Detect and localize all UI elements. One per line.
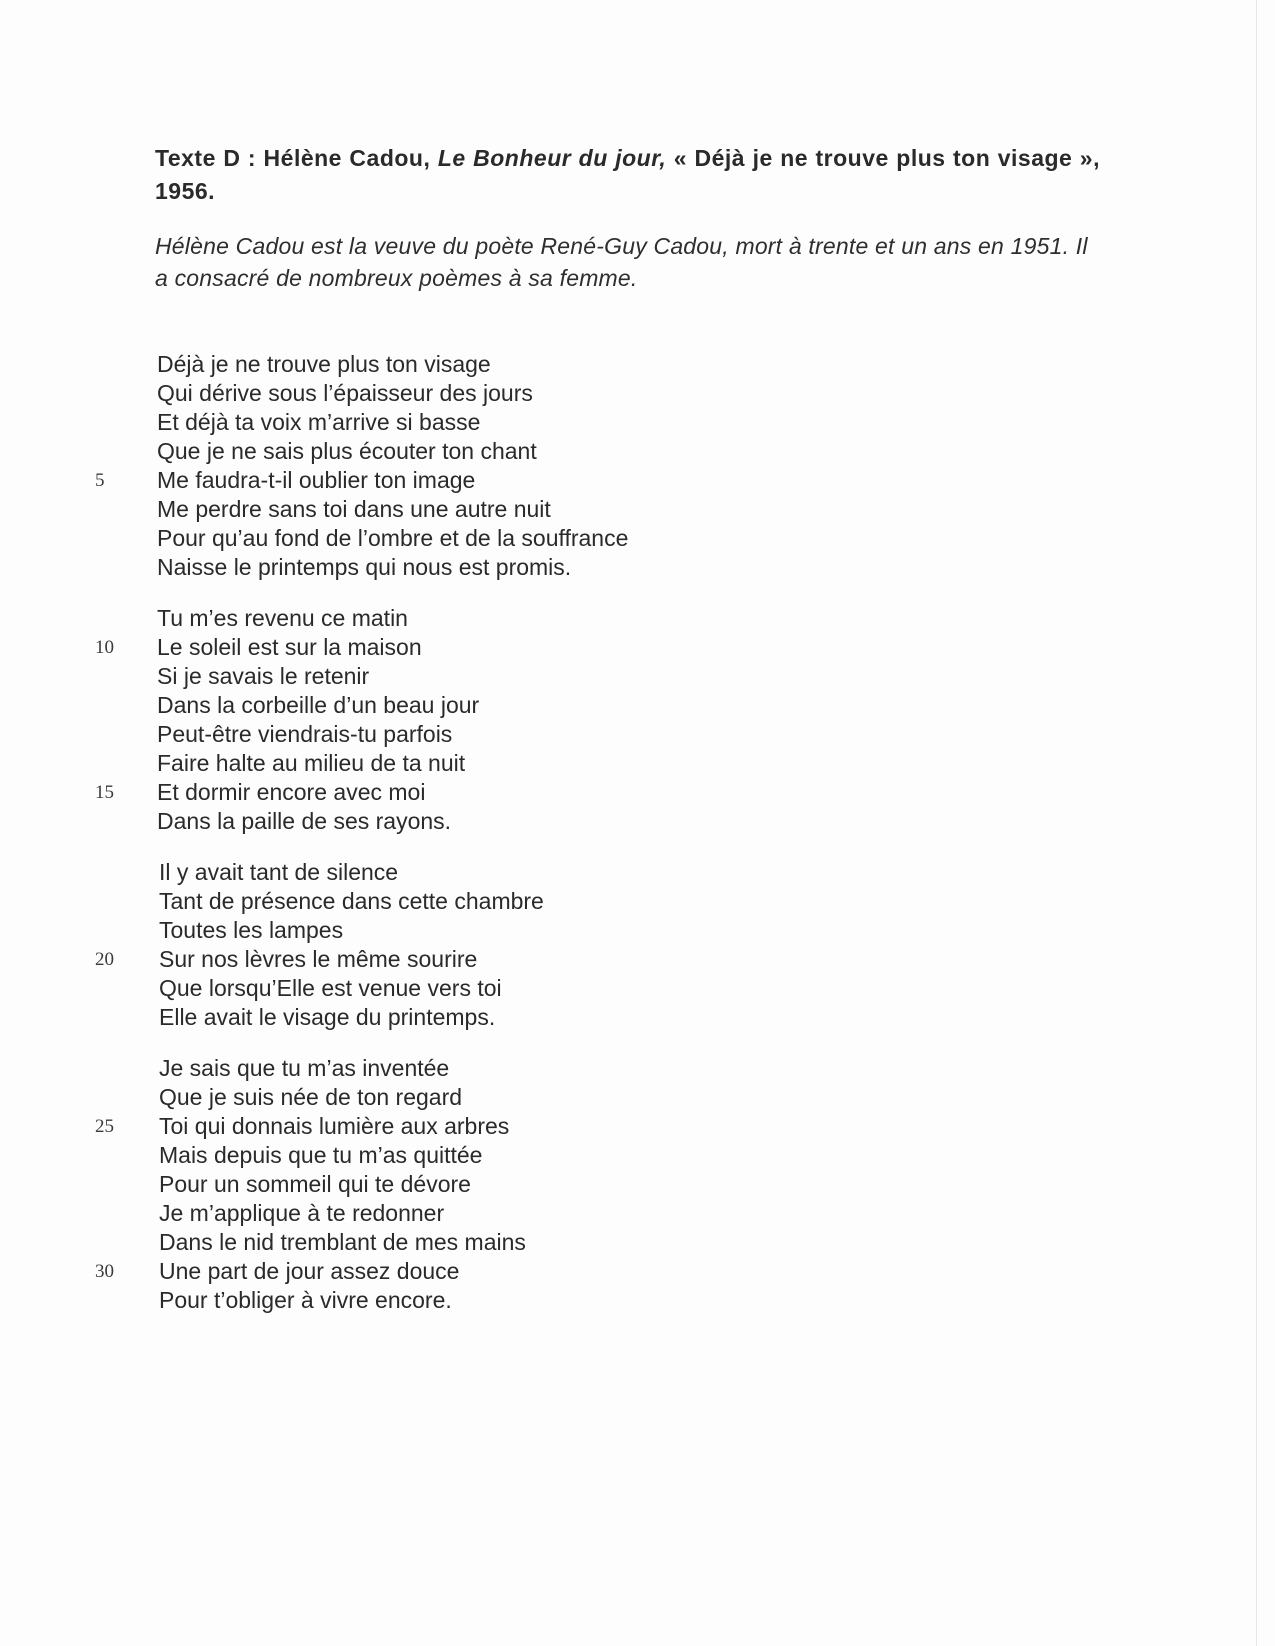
line-text: Pour un sommeil qui te dévore <box>159 1171 471 1197</box>
poem-line <box>95 604 995 633</box>
line-text: Faire halte au milieu de ta nuit <box>157 750 466 776</box>
stanza <box>95 858 995 1032</box>
poem-line <box>95 1257 995 1286</box>
line-text: Je sais que tu m’as inventée <box>159 1055 450 1081</box>
line-text: Et déjà ta voix m’arrive si basse <box>157 409 481 435</box>
poem-line <box>95 1170 995 1199</box>
poem-line <box>95 662 995 691</box>
poem-line <box>95 1112 995 1141</box>
line-text: Me faudra-t-il oublier ton image <box>157 467 476 493</box>
poem-line <box>95 858 995 887</box>
line-text: Une part de jour assez douce <box>159 1258 460 1284</box>
line-text: Me perdre sans toi dans une autre nuit <box>157 496 551 522</box>
line-text: Toi qui donnais lumière aux arbres <box>159 1113 510 1139</box>
title-book: Le Bonheur du jour, <box>437 145 667 171</box>
line-text: Qui dérive sous l’épaisseur des jours <box>157 380 533 406</box>
poem-line <box>95 1054 995 1083</box>
poem-line <box>95 720 995 749</box>
line-text: Mais depuis que tu m’as quittée <box>159 1142 483 1168</box>
line-text: Le soleil est sur la maison <box>157 634 422 660</box>
poem-line <box>95 749 995 778</box>
title-prefix: Texte D : Hélène Cadou, <box>155 145 438 171</box>
line-text: Dans la corbeille d’un beau jour <box>157 692 480 718</box>
line-text: Pour qu’au fond de l’ombre et de la souffrance <box>157 525 629 551</box>
line-text: Naisse le printemps qui nous est promis. <box>157 554 572 580</box>
poem-line <box>95 524 995 553</box>
poem <box>95 350 995 1337</box>
line-number: 10 <box>95 637 114 658</box>
poem-line <box>95 1228 995 1257</box>
line-text: Il y avait tant de silence <box>159 859 399 885</box>
line-number: 20 <box>95 949 114 970</box>
line-text: Que je ne sais plus écouter ton chant <box>157 438 537 464</box>
line-text: Dans le nid tremblant de mes mains <box>159 1229 526 1255</box>
poem-line <box>95 1286 995 1315</box>
stanza <box>95 1054 995 1315</box>
line-text: Elle avait le visage du printemps. <box>159 1004 496 1030</box>
poem-line <box>95 350 995 379</box>
poem-line <box>95 1003 995 1032</box>
poem-line <box>95 778 995 807</box>
line-text: Déjà je ne trouve plus ton visage <box>157 351 491 377</box>
line-number: 15 <box>95 782 114 803</box>
poem-line <box>95 1083 995 1112</box>
poem-line <box>95 887 995 916</box>
poem-line <box>95 974 995 1003</box>
poem-line <box>95 916 995 945</box>
line-text: Dans la paille de ses rayons. <box>157 808 452 834</box>
poem-line <box>95 553 995 582</box>
poem-line <box>95 945 995 974</box>
line-text: Que lorsqu’Elle est venue vers toi <box>159 975 502 1001</box>
line-text: Peut-être viendrais-tu parfois <box>157 721 453 747</box>
poem-line <box>95 379 995 408</box>
line-number: 25 <box>95 1116 114 1137</box>
line-text: Pour t’obliger à vivre encore. <box>159 1287 452 1313</box>
scan-edge-line <box>1256 0 1257 1646</box>
document-header <box>155 142 1100 294</box>
poem-line <box>95 1199 995 1228</box>
line-text: Toutes les lampes <box>159 917 344 943</box>
poem-line <box>95 807 995 836</box>
line-text: Et dormir encore avec moi <box>157 779 426 805</box>
line-text: Tu m’es revenu ce matin <box>157 605 408 631</box>
title-suffix: « Déjà je ne trouve plus ton visage », 1956. <box>155 145 1100 204</box>
line-text: Que je suis née de ton regard <box>159 1084 463 1110</box>
poem-line <box>95 633 995 662</box>
poem-line <box>95 495 995 524</box>
line-number: 30 <box>95 1261 114 1282</box>
stanza <box>95 604 995 836</box>
poem-line <box>95 691 995 720</box>
poem-line <box>95 437 995 466</box>
line-text: Si je savais le retenir <box>157 663 370 689</box>
text-title <box>155 142 1100 208</box>
poem-line <box>95 1141 995 1170</box>
intro-paragraph: Hélène Cadou est la veuve du poète René-Guy Cadou, mort à trente et un ans en 1951. Il a consacré de nombreux poèmes à sa femme. <box>155 233 1088 291</box>
line-text: Je m’applique à te redonner <box>159 1200 445 1226</box>
poem-line <box>95 408 995 437</box>
line-text: Tant de présence dans cette chambre <box>159 888 544 914</box>
line-text: Sur nos lèvres le même sourire <box>159 946 478 972</box>
poem-line <box>95 466 995 495</box>
stanza <box>95 350 995 582</box>
line-number: 5 <box>95 470 105 491</box>
